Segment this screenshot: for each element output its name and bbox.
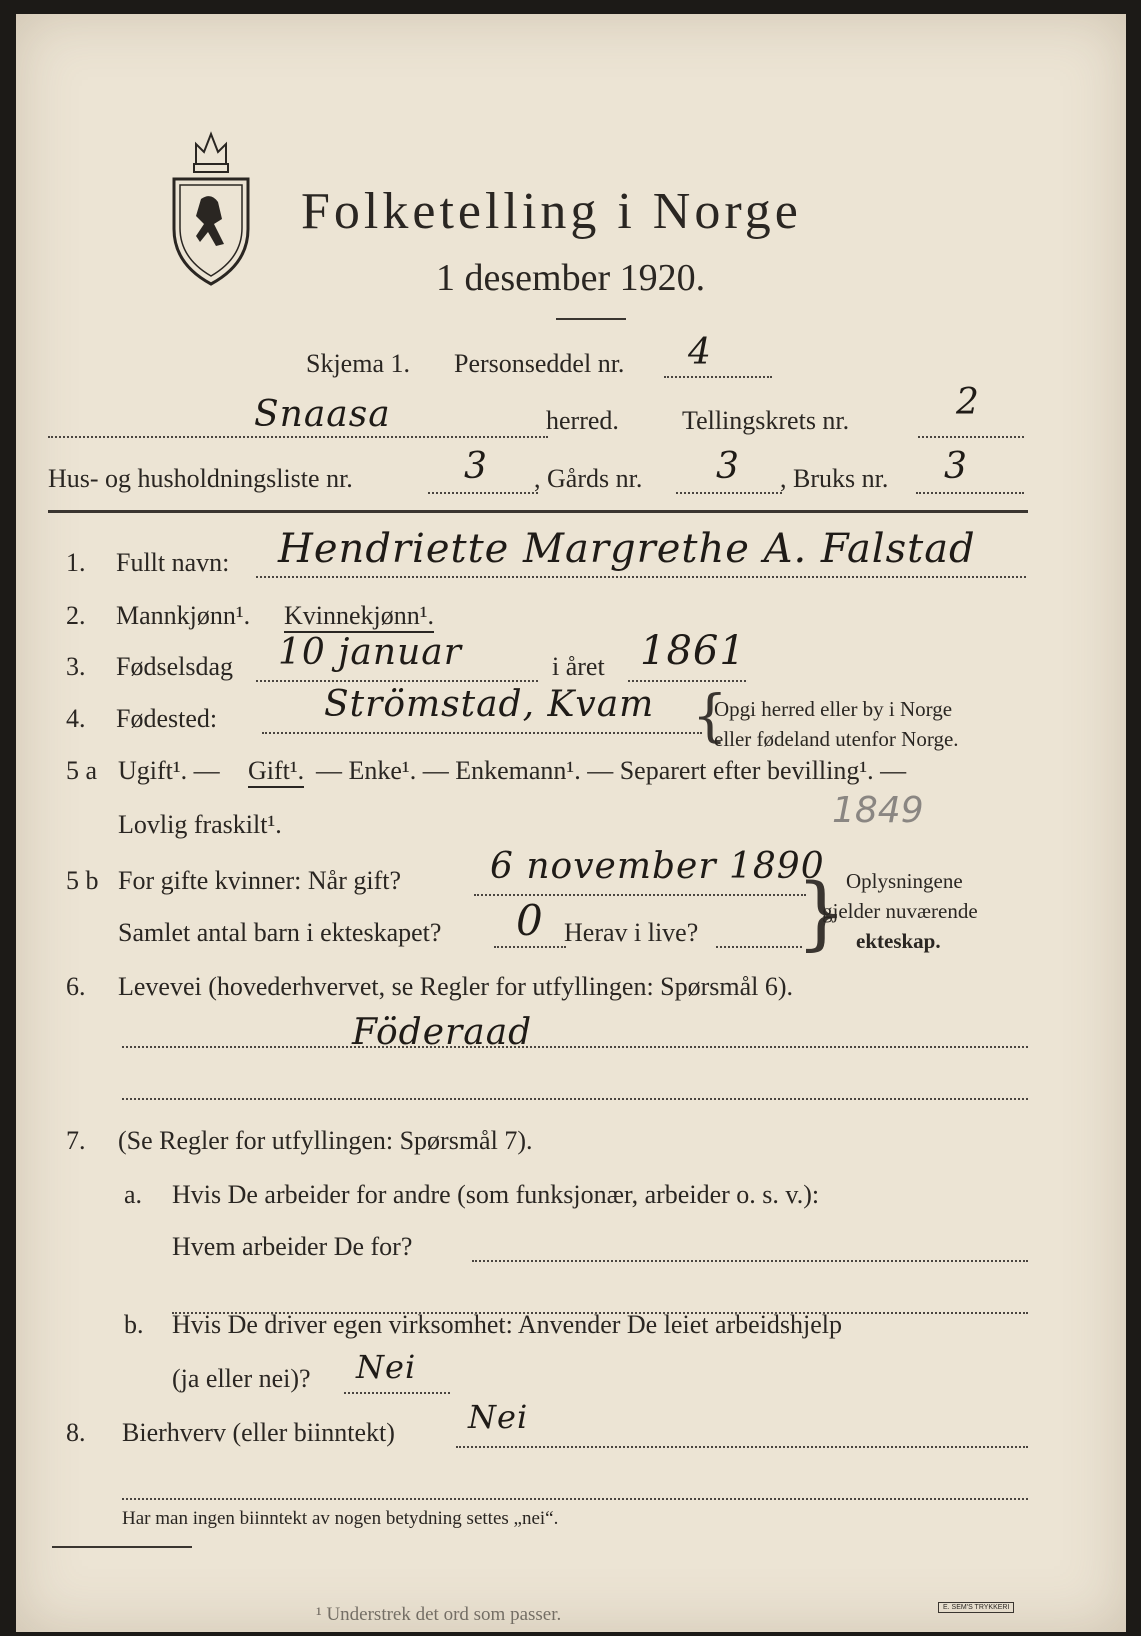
form-date: 1 desember 1920. <box>436 257 706 299</box>
footnote-rule <box>52 1546 192 1548</box>
children-value: 0 <box>516 896 544 945</box>
q4-label: Fødested: <box>116 704 218 733</box>
q7a-letter: a. <box>124 1180 143 1209</box>
married-date-value: 6 november 1890 <box>490 846 825 887</box>
hus-value: 3 <box>464 446 488 487</box>
female-option: Kvinnekjønn¹. <box>284 601 434 633</box>
bruks-line <box>916 492 1024 494</box>
bruks-label: , Bruks nr. <box>780 464 889 493</box>
divider <box>556 318 626 320</box>
employer-label: Hvem arbeider De for? <box>172 1232 413 1261</box>
married-option: Gift¹. <box>248 756 304 788</box>
q7a-text: Hvis De arbeider for andre (som funksjonær, arbeider o. s. v.): <box>172 1180 820 1209</box>
tellingskrets-line <box>918 436 1024 438</box>
personseddel-line <box>664 376 772 378</box>
q4-number: 4. <box>66 704 86 733</box>
q2-number: 2. <box>66 601 86 630</box>
marriage-note-2: gjelder nuværende <box>822 899 978 923</box>
birthplace-note-1: Opgi herred eller by i Norge <box>714 697 953 721</box>
unmarried-option: Ugift¹. — <box>118 756 220 785</box>
personseddel-label: Personseddel nr. <box>454 349 625 378</box>
q5a-number: 5 a <box>66 756 98 785</box>
divorced-option: Lovlig fraskilt¹. <box>118 810 282 839</box>
hus-label: Hus- og husholdningsliste nr. <box>48 464 353 493</box>
gards-value: 3 <box>716 446 740 487</box>
q6-label: Levevei (hovederhvervet, se Regler for utfyllingen: Spørsmål 6). <box>118 972 794 1001</box>
q1-number: 1. <box>66 548 86 577</box>
alive-line <box>716 946 802 948</box>
alive-label: Herav i live? <box>564 918 699 947</box>
q1-line <box>256 576 1026 578</box>
herred-value: Snaasa <box>254 394 391 435</box>
occupation-value: Föderaad <box>352 1012 533 1053</box>
header-rule <box>48 510 1028 513</box>
full-name-value: Hendriette Margrethe A. Falstad <box>278 526 976 572</box>
side-income-line <box>456 1446 1028 1448</box>
census-form: Folketelling i Norge 1 desember 1920. Skjema 1. Personseddel nr. 4 Snaasa herred. Tellingskrets nr. 2 Hus- og husholdningsliste nr. 3 , Gårds nr. 3 , Bruks nr. 3 1. Fullt navn: Hendriette Margrethe A. Falstad 2. Mannkjønn¹. Kvinnekjønn¹. 3. Fødselsdag 10 januar i året 1861 4. Fødested: Strömstad, Kvam { Opgi herred eller by i Norge eller fødeland utenfor Norge. 5 a Ugift¹. — Gift¹. — Enke¹. — Enkemann¹. — Separert efter bevilling¹. — Lovlig fraskilt¹. 1849 5 b For gifte kvinner: Når gift? 6 november 1890 Samlet antal barn i ekteskapet? 0 Herav i live? } Oplysningene gjelder nuværende ekteskap. 6. Levevei (hovederhvervet, se Regler for utfyllingen: Spørsmål 6). Föderaad 7. (Se Regler for utfyllingen: Spørsmål 7). a. Hvis De arbeider for andre (som funksjonær, arbeider o. s. v.): Hvem arbeider De for? b. Hvis De driver egen virksomhet: Anvender De leiet arbeidshjelp (ja eller nei)? Nei 8. Bierhverv (eller biinntekt) Nei Har man ingen biinntekt av nogen betydning settes „nei“. ¹ Understrek det ord som passer. E. SEM'S TRYKKERI <box>16 14 1126 1632</box>
q7b-letter: b. <box>124 1310 144 1339</box>
gards-label: , Gårds nr. <box>534 464 643 493</box>
herred-line <box>48 436 548 438</box>
pencil-note: 1849 <box>832 790 924 831</box>
q3-number: 3. <box>66 652 86 681</box>
when-married-label: For gifte kvinner: Når gift? <box>118 866 402 895</box>
marriage-note-3: ekteskap. <box>856 929 941 953</box>
footnote-text: ¹ Understrek det ord som passer. <box>316 1604 562 1625</box>
coat-of-arms-icon <box>166 124 256 289</box>
form-title: Folketelling i Norge <box>301 183 802 240</box>
hired-help-value: Nei <box>356 1348 417 1386</box>
q8-label: Bierhverv (eller biinntekt) <box>122 1418 395 1447</box>
year-line <box>628 680 746 682</box>
hired-help-line <box>344 1392 450 1394</box>
schema-label: Skjema 1. <box>306 349 410 378</box>
birthday-line <box>256 680 538 682</box>
printer-mark: E. SEM'S TRYKKERI <box>938 1602 1014 1613</box>
gards-line <box>676 492 782 494</box>
birthplace-note-2: eller fødeland utenfor Norge. <box>714 727 959 751</box>
employer-line <box>472 1260 1028 1262</box>
q7b-text: Hvis De driver egen virksomhet: Anvender De leiet arbeidshjelp <box>172 1310 843 1339</box>
q7-number: 7. <box>66 1126 86 1155</box>
hus-line <box>428 492 538 494</box>
bruks-value: 3 <box>944 446 968 487</box>
occupation-line-2 <box>122 1098 1028 1100</box>
hired-help-label: (ja eller nei)? <box>172 1364 311 1393</box>
birthplace-value: Strömstad, Kvam <box>324 684 655 725</box>
q7-label: (Se Regler for utfyllingen: Spørsmål 7). <box>118 1126 533 1155</box>
birthplace-line <box>262 732 702 734</box>
children-line <box>494 946 566 948</box>
tellingskrets-value: 2 <box>956 382 980 423</box>
birth-year-value: 1861 <box>640 628 746 674</box>
occupation-line-1 <box>122 1046 1028 1048</box>
personseddel-value: 4 <box>688 332 712 373</box>
herred-label: herred. <box>546 406 619 435</box>
children-label: Samlet antal barn i ekteskapet? <box>118 918 442 947</box>
side-income-line-2 <box>122 1498 1028 1500</box>
male-option: Mannkjønn¹. <box>116 601 251 630</box>
year-label: i året <box>552 652 605 681</box>
other-status-options: — Enke¹. — Enkemann¹. — Separert efter bevilling¹. — <box>316 756 907 785</box>
birthday-value: 10 januar <box>278 632 462 673</box>
footer-note: Har man ingen biinntekt av nogen betydning settes „nei“. <box>122 1508 559 1529</box>
marriage-note-1: Oplysningene <box>846 869 963 893</box>
q3-label: Fødselsdag <box>116 652 233 681</box>
q5b-number: 5 b <box>66 866 99 895</box>
tellingskrets-label: Tellingskrets nr. <box>682 406 850 435</box>
q8-number: 8. <box>66 1418 86 1447</box>
q1-label: Fullt navn: <box>116 548 230 577</box>
q6-number: 6. <box>66 972 86 1001</box>
side-income-value: Nei <box>468 1398 529 1436</box>
